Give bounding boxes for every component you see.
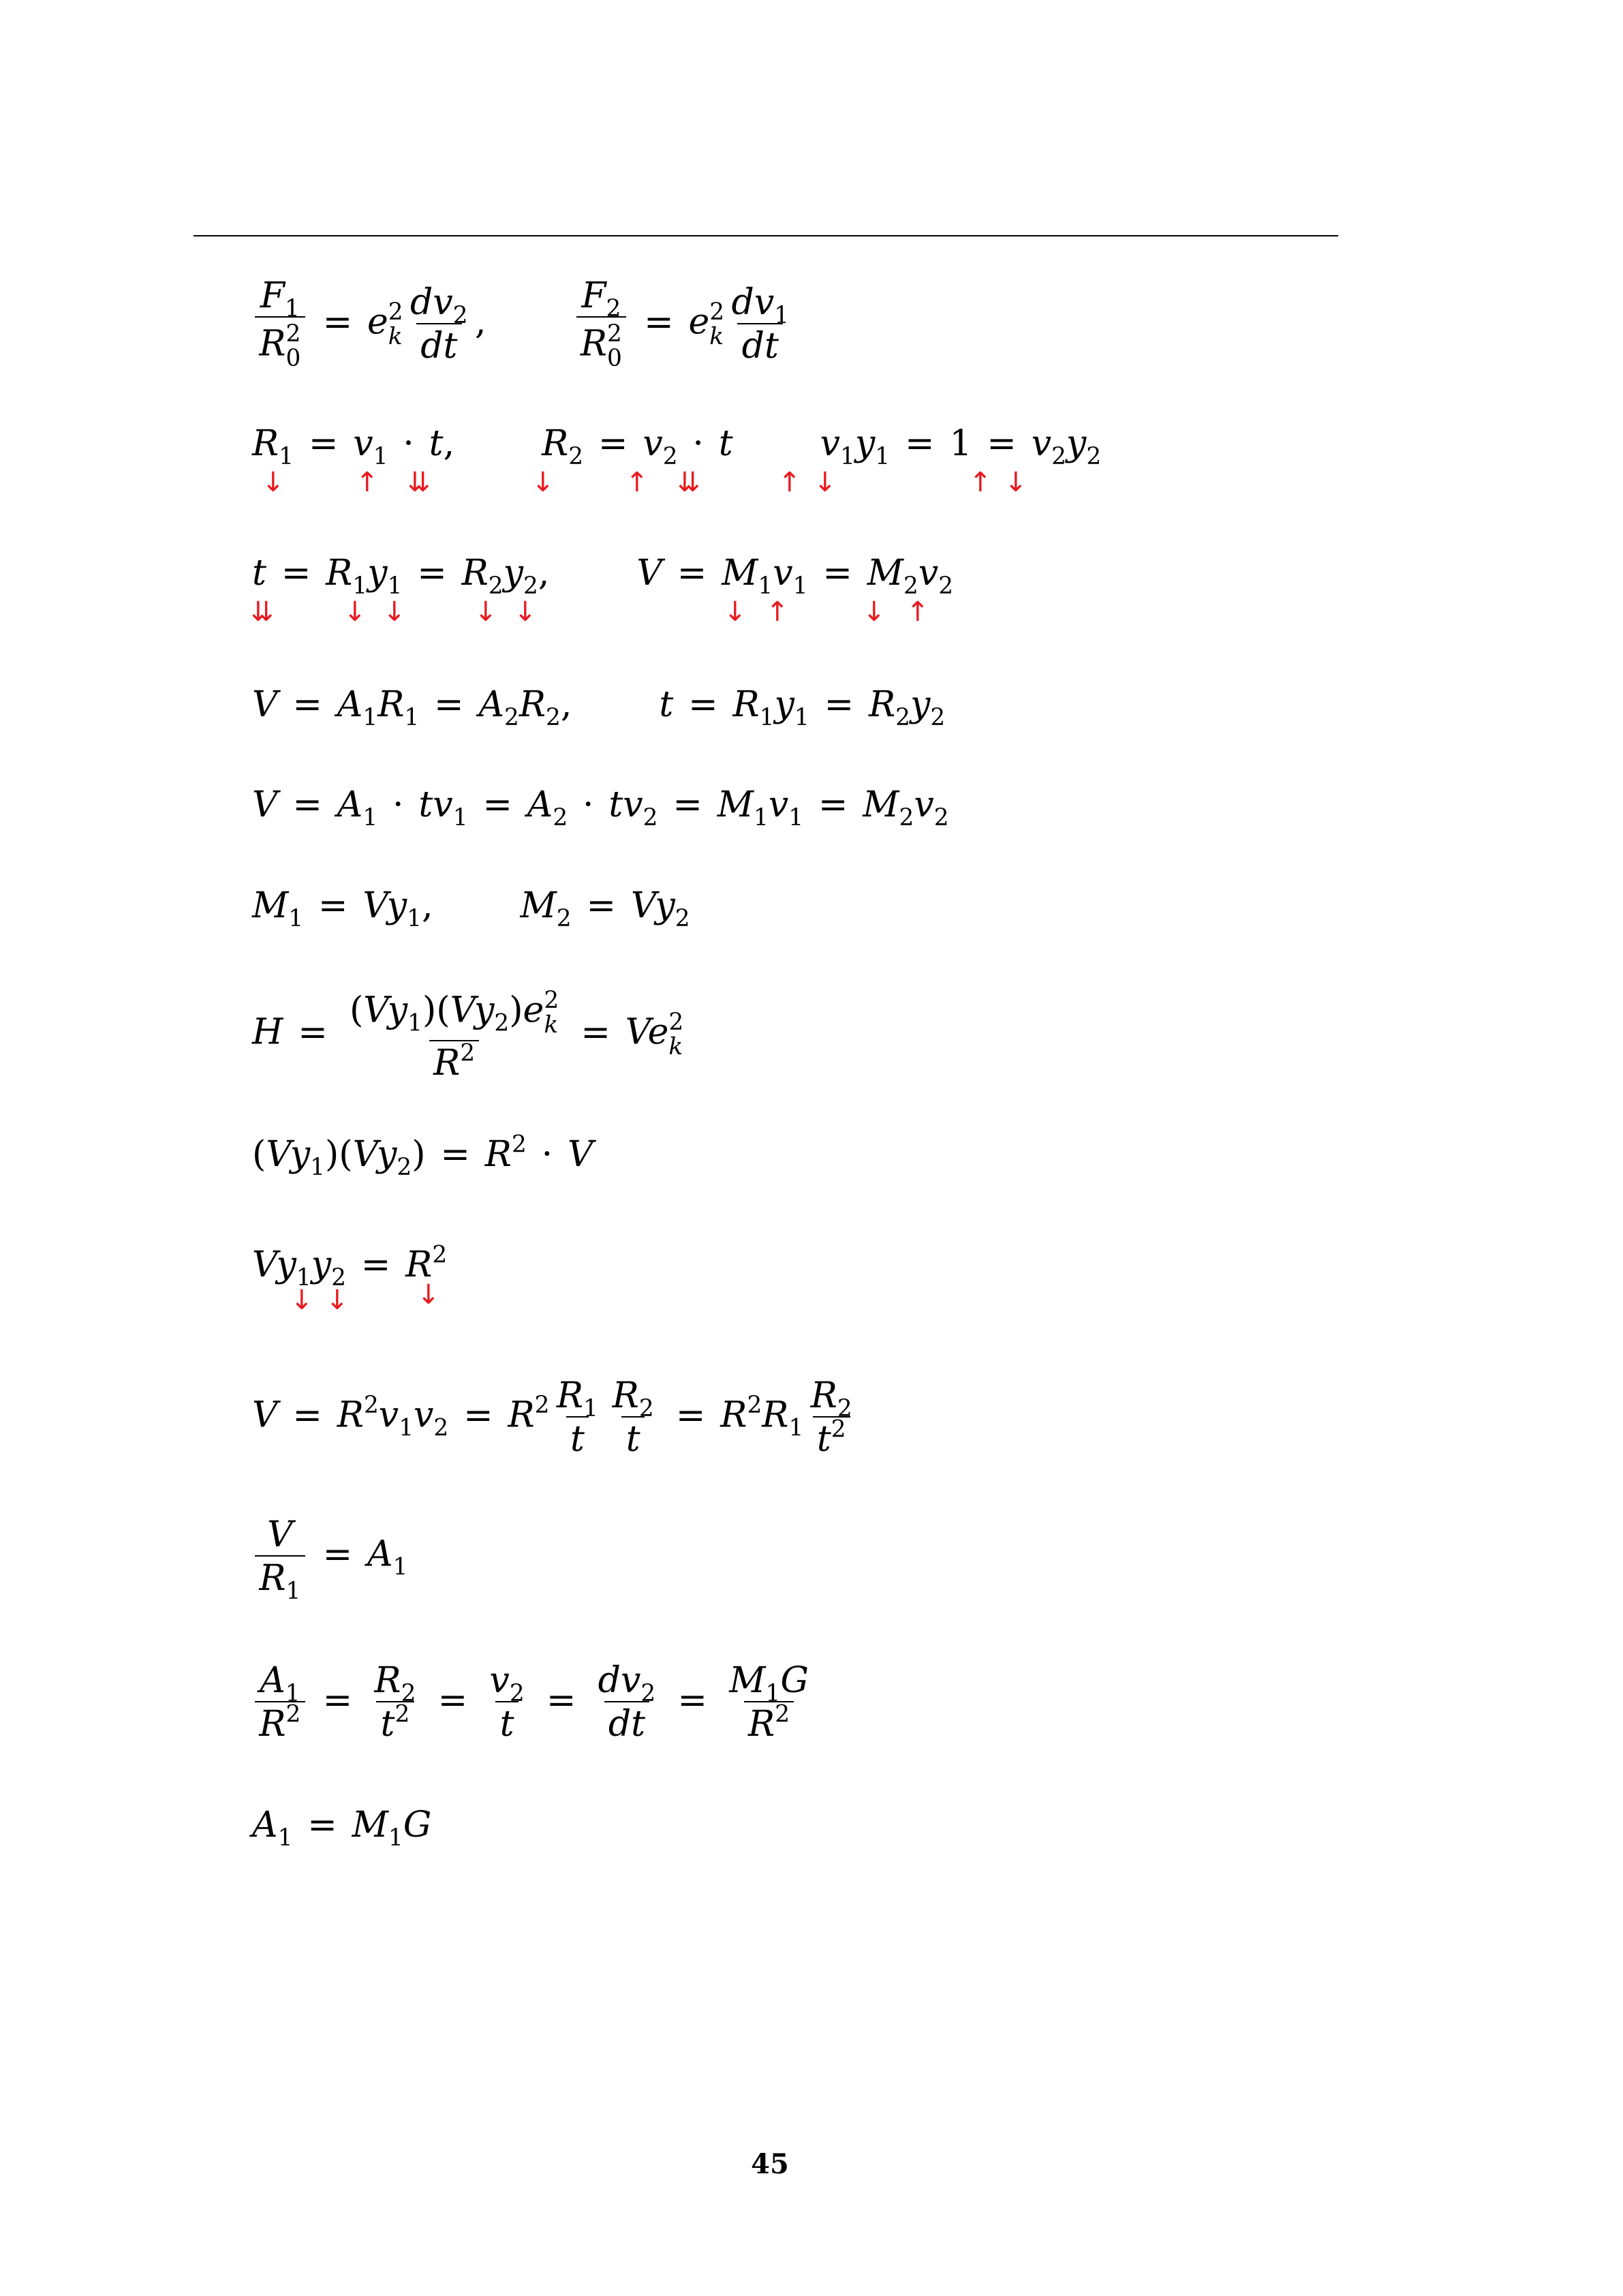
arrow-down: ↓ (290, 1285, 313, 1316)
arrow-double-down: ⇊ (677, 467, 700, 498)
fraction: $\frac{M_1G}{R^2}$ (729, 1660, 809, 1745)
arrow-up: ↑ (778, 467, 801, 498)
arrow-up: ↑ (766, 596, 789, 628)
equation-11: $\frac{V}{R_1}$ = $A_1$ (252, 1517, 407, 1596)
equation-9: $Vy_1y_2 = R^2$ (252, 1241, 448, 1292)
arrow-down: ↓ (262, 467, 285, 498)
fraction: $\frac{dv_2}{dt}$ (410, 282, 468, 367)
arrow-down: ↓ (383, 596, 406, 628)
equation-10: $V = R^2v_1v_2 = R^2$ $\frac{R_1}{t}$ $\frac{R_2}{t}$ = $R^2R_1$ $\frac{R_2}{t^2}$ (252, 1378, 859, 1457)
equation-7: H = $(Vy_1)(Vy_2)e$ 2 k $R^2$ = Ve 2 k (252, 987, 684, 1084)
arrow-down: ↓ (814, 467, 837, 498)
fraction: $F_1$ R 2 0 (255, 278, 305, 371)
arrow-up: ↑ (356, 467, 379, 498)
equation-12: $\frac{A_1}{R^2}$ = $\frac{R_2}{t^2}$ = $\frac{v_2}{t}$ = $\frac{dv_2}{dt}$ = $\frac{M_1G}{R^2}$ (252, 1663, 816, 1742)
arrow-double-down: ⇊ (407, 467, 431, 498)
fraction: $\frac{dv_2}{dt}$ (598, 1660, 656, 1745)
arrow-down: ↓ (531, 467, 555, 498)
header-rule (194, 235, 1338, 236)
fraction: $\frac{v_2}{t}$ (489, 1660, 525, 1745)
equation-8: $(Vy_1)(Vy_2) = R^2 \cdot V$ (252, 1131, 593, 1182)
equation-4: $V = A_1R_1 = A_2R_2$, $t = R_1y_1 = R_2y_2$ (252, 684, 946, 732)
arrow-down: ↓ (863, 596, 886, 628)
fraction: $(Vy_1)(Vy_2)e$ 2 k $R^2$ (349, 987, 559, 1084)
arrow-down: ↓ (474, 596, 497, 628)
page-number: 45 (751, 2148, 789, 2180)
arrow-down: ↓ (1004, 467, 1027, 498)
arrow-up: ↑ (906, 596, 929, 628)
equation-13: $A_1 = M_1G$ (252, 1805, 432, 1852)
arrow-down: ↓ (417, 1279, 440, 1311)
equation-3: $t = R_1y_1 = R_2y_2$, $V = M_1v_1 = M_2v_2$ (252, 553, 954, 600)
fraction: $\frac{R_2}{t^2}$ (810, 1375, 852, 1460)
arrow-up: ↑ (625, 467, 649, 498)
equation-2: $R_1 = v_1 \cdot t$, $R_2 = v_2 \cdot t$ $v_1y_1 = 1 = v_2y_2$ (252, 423, 1102, 471)
fraction: $\frac{R_1}{t}$ (556, 1375, 598, 1460)
fraction: $\frac{A_1}{R^2}$ (255, 1663, 305, 1742)
equation-5: $V = A_1 \cdot tv_1 = A_2 \cdot tv_2 = M_1v_1 = M_2v_2$ (252, 784, 949, 832)
fraction: $\frac{dv_1}{dt}$ (731, 282, 790, 367)
arrow-double-down: ⇊ (251, 596, 274, 628)
fraction: $\frac{R_2}{t^2}$ (374, 1660, 416, 1745)
arrow-down: ↓ (724, 596, 747, 628)
arrow-down: ↓ (514, 596, 537, 628)
equation-1: $F_1$ R 2 0 = e 2 k $\frac{dv_2}{dt}$ , $F_2$ R 2 0 = e 2 k $\frac{dv_1}{dt}$ (252, 278, 796, 371)
arrow-down: ↓ (343, 596, 367, 628)
equation-6: $M_1 = Vy_1$, $M_2 = Vy_2$ (252, 885, 690, 933)
fraction: $\frac{R_2}{t}$ (612, 1375, 654, 1460)
fraction: $\frac{V}{R_1}$ (255, 1517, 305, 1596)
fraction: $F_2$ R 2 0 (576, 278, 626, 371)
arrow-up: ↑ (969, 467, 992, 498)
arrow-down: ↓ (326, 1285, 349, 1316)
